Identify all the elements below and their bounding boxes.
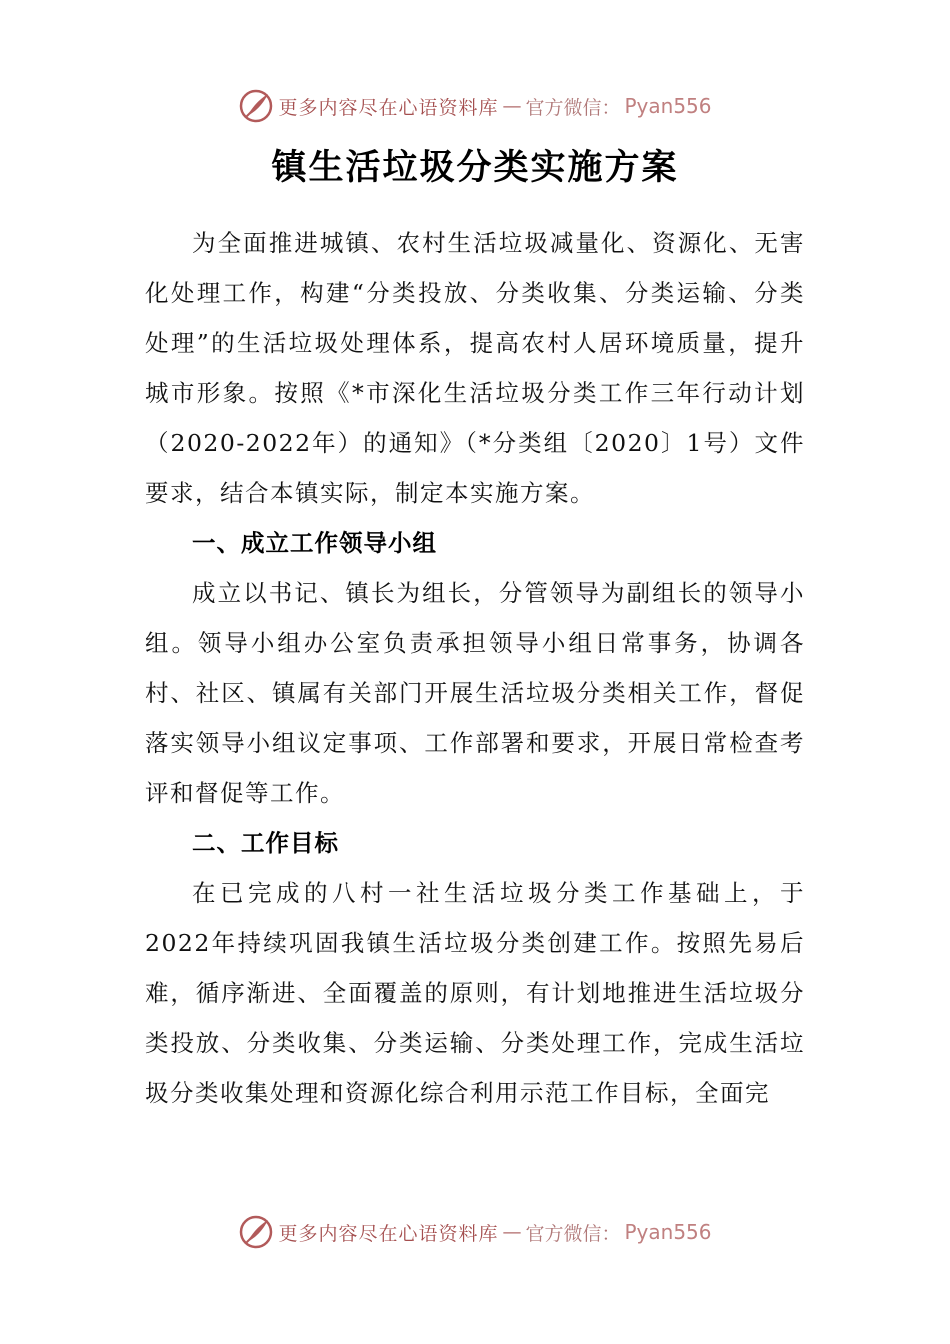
section-2-paragraph: 在已完成的八村一社生活垃圾分类工作基础上，于2022年持续巩固我镇生活垃圾分类创建工作。按照先易后难，循序渐进、全面覆盖的原则，有计划地推进生活垃圾分类投放、分类收集、分类运输、分类处理工作，完成生活垃圾分类收集处理和资源化综合利用示范工作目标，全面完 bbox=[145, 879, 805, 1107]
watermark-dash: — bbox=[502, 95, 522, 117]
watermark-wechat-id: Pyan556 bbox=[624, 1220, 712, 1244]
document-body bbox=[145, 218, 805, 1118]
section-1-paragraph: 成立以书记、镇长为组长，分管领导为副组长的领导小组。领导小组办公室负责承担领导小组日常事务，协调各村、社区、镇属有关部门开展生活垃圾分类相关工作，督促落实领导小组议定事项、工作部署和要求，开展日常检查考评和督促等工作。 bbox=[145, 579, 805, 807]
document-title: 镇生活垃圾分类实施方案 bbox=[271, 147, 679, 188]
quill-pen-logo-icon bbox=[238, 1214, 274, 1250]
watermark-label: 官方微信： bbox=[525, 1222, 621, 1245]
watermark-dash: — bbox=[502, 1221, 522, 1243]
quill-pen-logo-icon bbox=[238, 88, 274, 124]
watermark-label: 官方微信： bbox=[525, 96, 621, 119]
intro-paragraph: 为全面推进城镇、农村生活垃圾减量化、资源化、无害化处理工作，构建“分类投放、分类收集、分类运输、分类处理”的生活垃圾处理体系，提高农村人居环境质量，提升城市形象。按照《*市深化生活垃圾分类工作三年行动计划（2020-2022年）的通知》（*分类组〔2020〕1号）文件要求，结合本镇实际，制定本实施方案。 bbox=[145, 229, 805, 507]
watermark-main-text: 更多内容尽在心语资料库 bbox=[278, 96, 499, 119]
watermark-wechat-id: Pyan556 bbox=[624, 94, 712, 118]
section-2-heading: 二、工作目标 bbox=[192, 829, 339, 857]
watermark-header bbox=[0, 82, 950, 130]
watermark-footer bbox=[0, 1208, 950, 1256]
watermark-main-text: 更多内容尽在心语资料库 bbox=[278, 1222, 499, 1245]
section-1-heading: 一、成立工作领导小组 bbox=[192, 529, 437, 557]
